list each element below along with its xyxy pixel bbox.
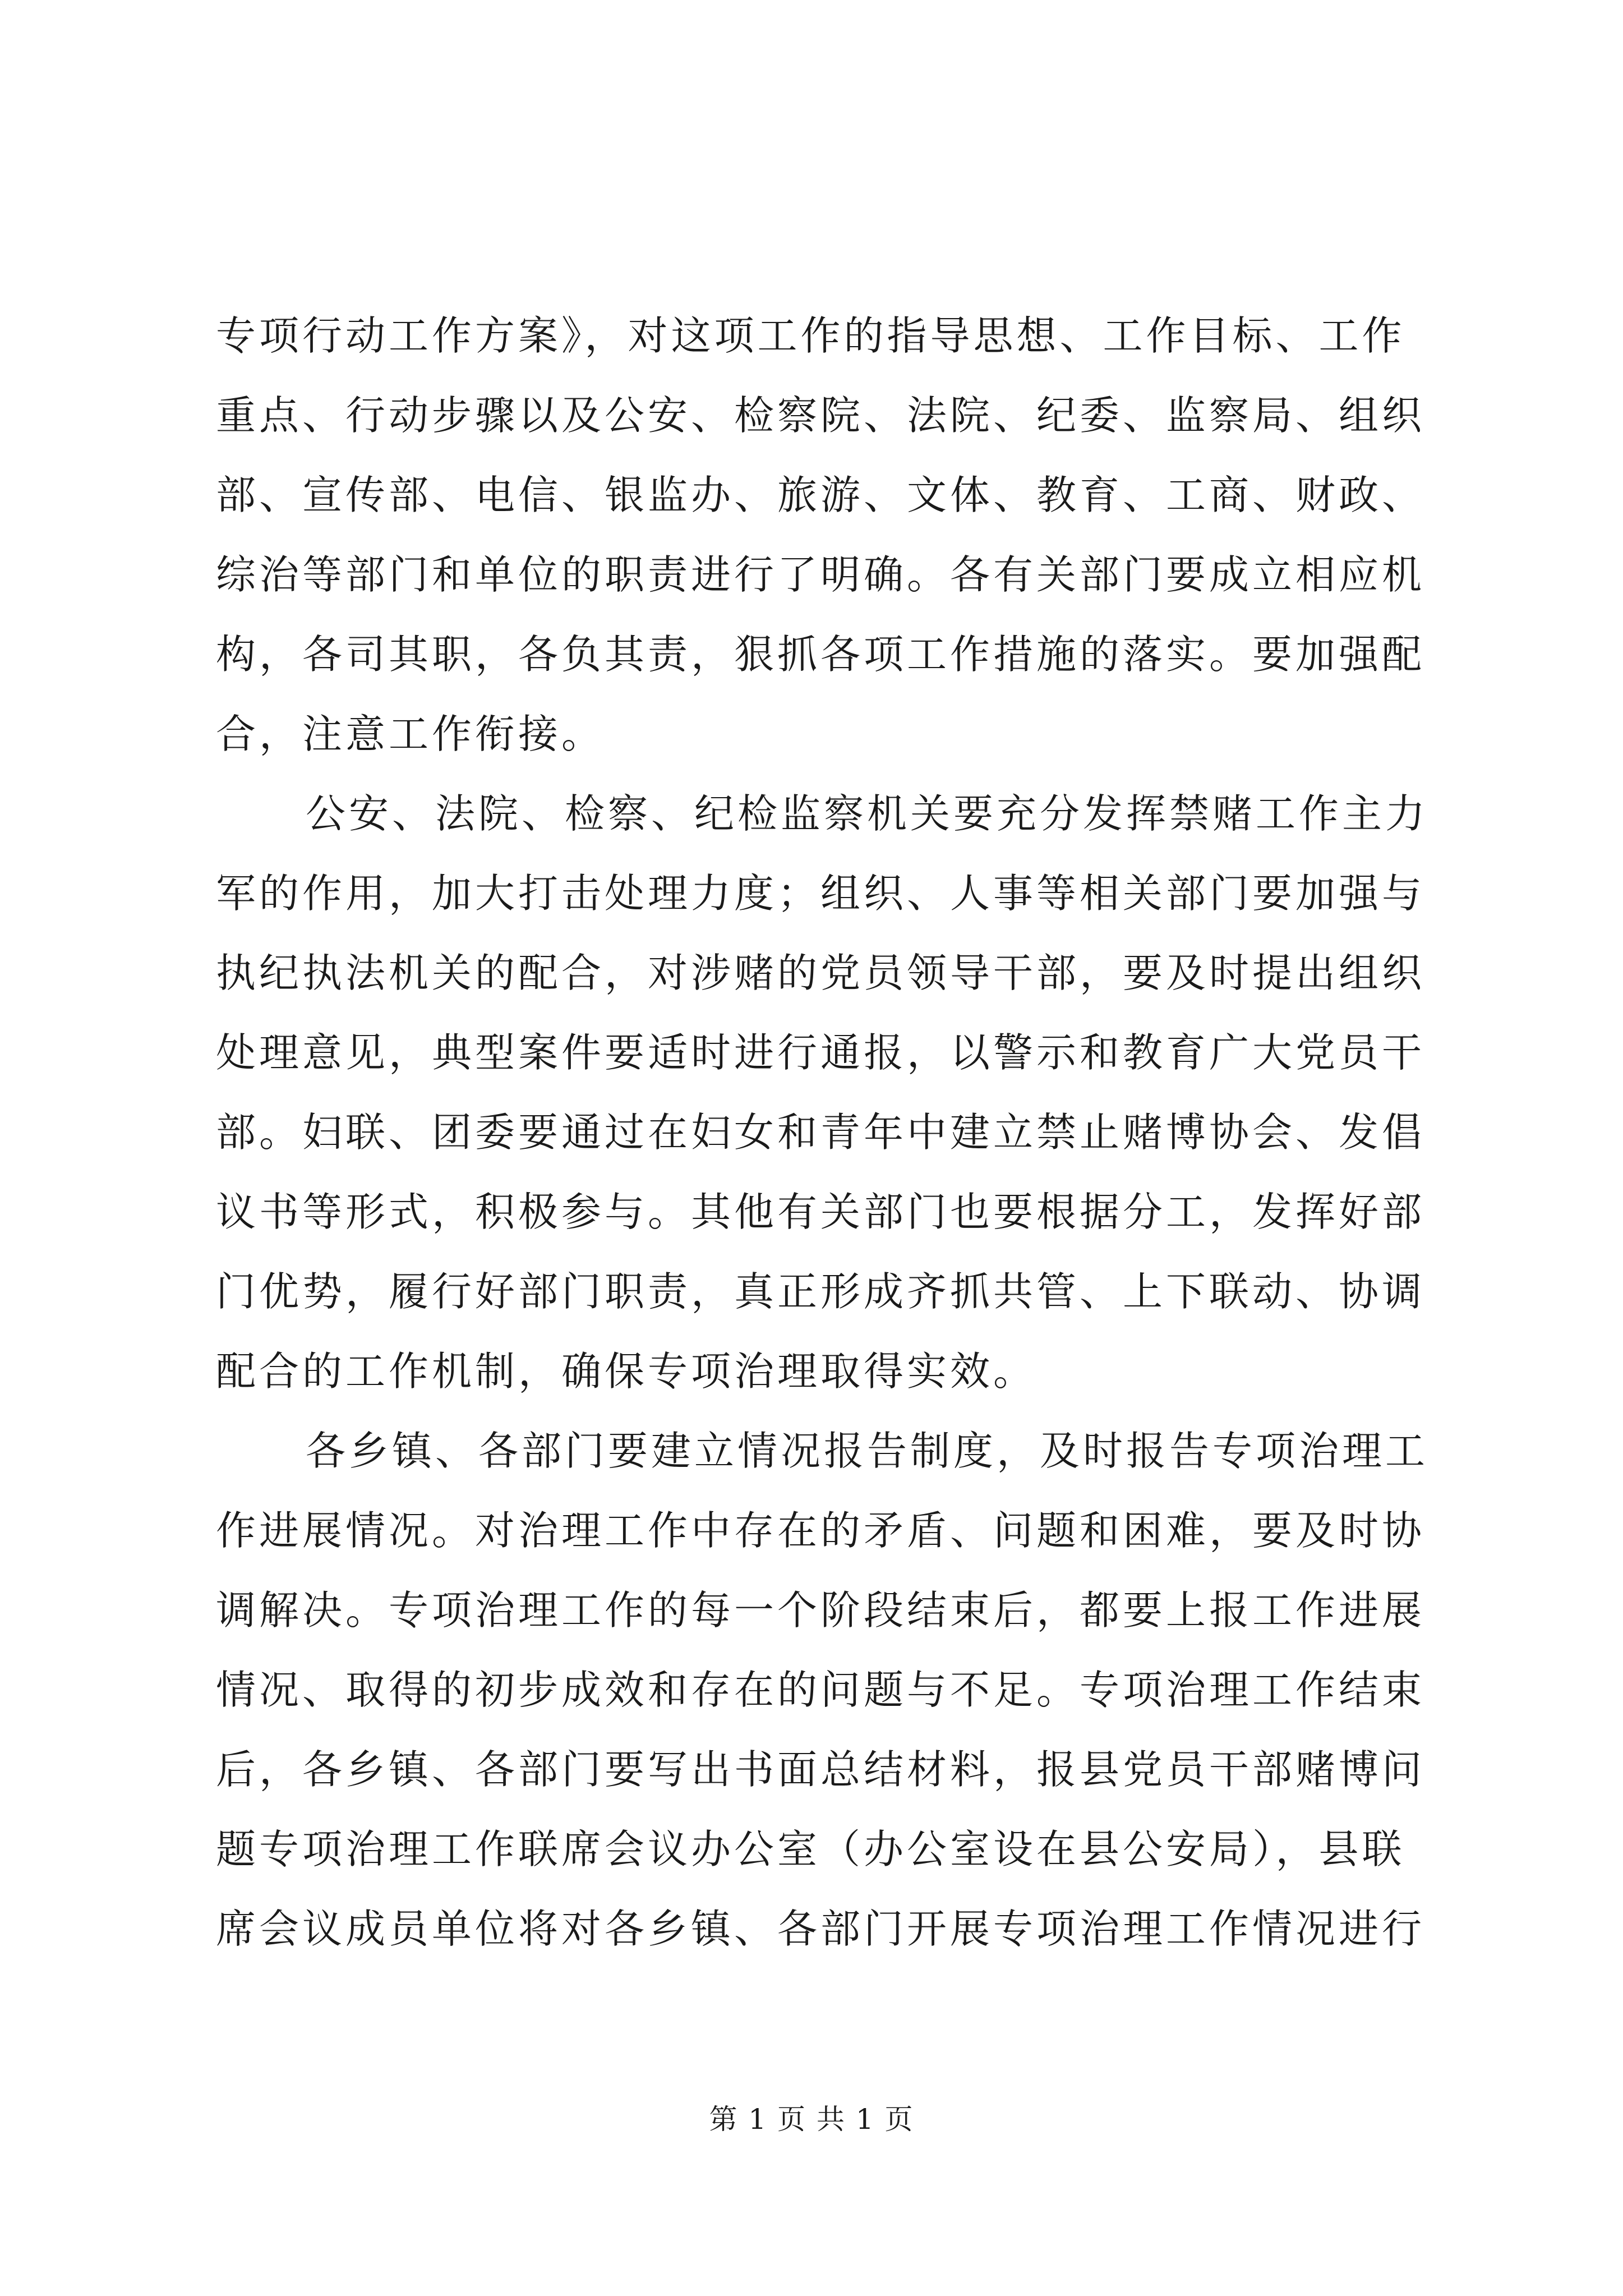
text-line: 军的作用，加大打击处理力度；组织、人事等相关部门要加强与 — [216, 870, 1426, 917]
text-line: 后，各乡镇、各部门要写出书面总结材料，报县党员干部赌博问 — [216, 1746, 1426, 1793]
page-number-label: 第 1 页 共 1 页 — [709, 2103, 914, 2136]
text-line: 重点、行动步骤以及公安、检察院、法院、纪委、监察局、组织 — [216, 392, 1426, 439]
text-line: 部、宣传部、电信、银监办、旅游、文体、教育、工商、财政、 — [216, 472, 1426, 518]
text-line: 调解决。专项治理工作的每一个阶段结束后，都要上报工作进展 — [216, 1587, 1426, 1634]
text-line: 门优势，履行好部门职责，真正形成齐抓共管、上下联动、协调 — [216, 1268, 1426, 1315]
document-body — [216, 296, 1450, 1969]
text-line: 处理意见，典型案件要适时进行通报，以警示和教育广大党员干 — [216, 1029, 1426, 1076]
page-footer — [0, 2097, 1623, 2137]
paragraph-first-line: 公安、法院、检察、纪检监察机关要充分发挥禁赌工作主力 — [306, 790, 1429, 837]
text-line: 合，注意工作衔接。 — [216, 711, 605, 757]
text-line: 专项行动工作方案》，对这项工作的指导思想、工作目标、工作 — [216, 312, 1405, 359]
paragraph-first-line: 各乡镇、各部门要建立情况报告制度，及时报告专项治理工 — [306, 1428, 1429, 1474]
text-line: 构，各司其职，各负其责，狠抓各项工作措施的落实。要加强配 — [216, 631, 1426, 678]
text-line: 席会议成员单位将对各乡镇、各部门开展专项治理工作情况进行 — [216, 1906, 1426, 1952]
text-line: 题专项治理工作联席会议办公室（办公室设在县公安局），县联 — [216, 1826, 1405, 1872]
text-line: 议书等形式，积极参与。其他有关部门也要根据分工，发挥好部 — [216, 1189, 1426, 1235]
text-line: 执纪执法机关的配合，对涉赌的党员领导干部，要及时提出组织 — [216, 950, 1426, 996]
text-line: 作进展情况。对治理工作中存在的矛盾、问题和困难，要及时协 — [216, 1507, 1426, 1554]
text-line: 情况、取得的初步成效和存在的问题与不足。专项治理工作结束 — [216, 1667, 1426, 1713]
text-line: 综治等部门和单位的职责进行了明确。各有关部门要成立相应机 — [216, 551, 1426, 598]
text-line: 配合的工作机制，确保专项治理取得实效。 — [216, 1348, 1037, 1395]
text-line: 部。妇联、团委要通过在妇女和青年中建立禁止赌博协会、发倡 — [216, 1109, 1426, 1156]
